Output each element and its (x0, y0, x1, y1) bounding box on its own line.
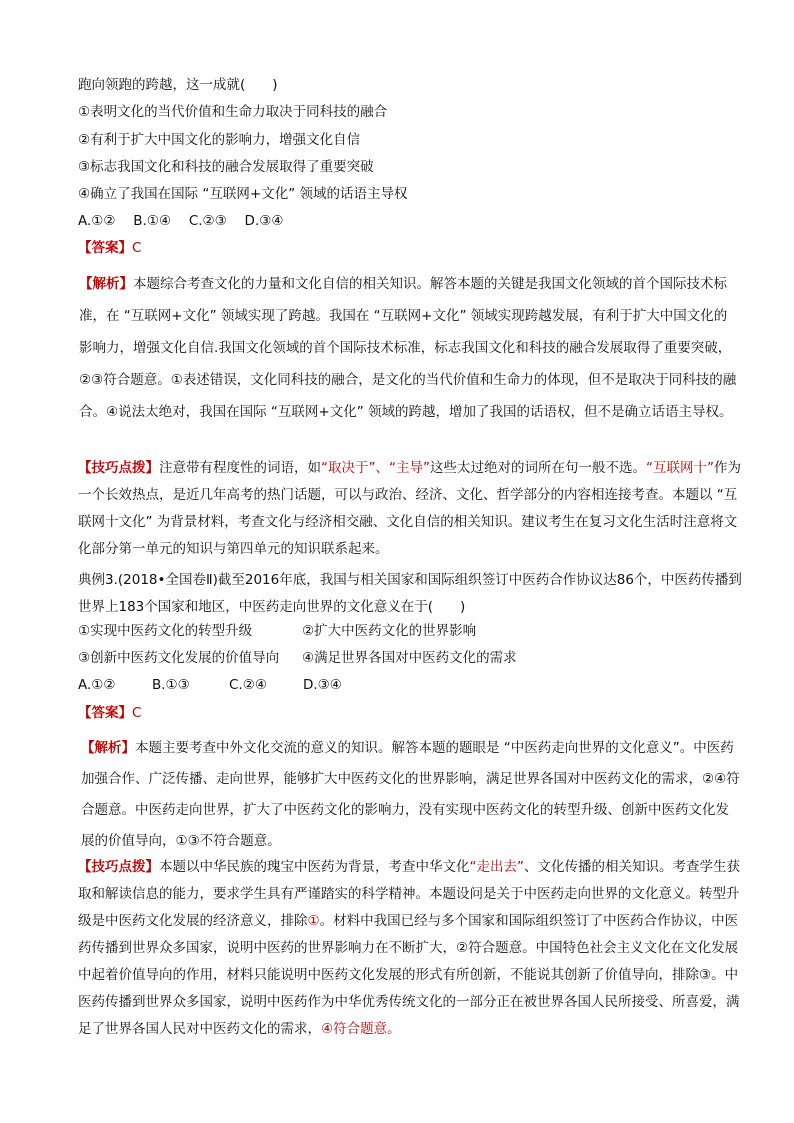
q3-analysis-label: 【解析】 (81, 740, 135, 756)
q3-analysis-paragraph (81, 733, 741, 857)
q3-answer-value: C (132, 705, 142, 721)
q3-option-2: ②扩大中医药文化的世界影响 (302, 623, 477, 639)
answer-value: C (132, 240, 142, 256)
analysis-label: 【解析】 (79, 276, 133, 292)
q3-analysis-text: 本题主要考查中外文化交流的意义的知识。解答本题的题眼是 “中医药走向世界的文化意义”。中医药加强合作、广泛传播、走向世界，能够扩大中医药文化的世界影响，满足世界各国对中医药文化的需求，②④符合题意。中医药走向世界，扩大了中医药文化的影响力，没有实现中医药文化的转型升级、创新中医药文化发展的价值导向，①③不符合题意。 (81, 740, 740, 849)
tips-highlight-2: “互联网十” (645, 460, 714, 476)
option-4: ④确立了我国在国际 “互联网+文化” 领域的话语主导权 (78, 186, 408, 202)
q3-answer-line (78, 703, 141, 723)
q3-tips-paragraph (78, 854, 743, 1043)
q3-tips-label: 【技巧点拨】 (78, 859, 159, 875)
answer-line (78, 238, 141, 258)
q3-choice-b: B.①③ (152, 677, 190, 693)
q3-option-1: ①实现中医药文化的转型升级 (78, 623, 253, 639)
answer-label: 【答案】 (78, 240, 132, 256)
q3-tips-text-c: 。材料中我国已经与多个国家和国际组织签订了中医药合作协议，中医药传播到世界众多国家，说明中医药的世界影响力在不断扩大，②符合题意。中国特色社会主义文化在文化发展中起着价值导向的作用，材料只能说明中医药文化发展的形式有所创新，不能说其创新了价值导向，排除③。中医药传播到世界众多国家，说明中医药作为中华优秀传统文化的一部分正在被世界各国人民所接受、所喜爱，满足了世界各国人民对中医药文化的需求， (78, 913, 740, 1037)
option-2: ②有利于扩大中国文化的影响力，增强文化自信 (78, 132, 361, 148)
tips-highlight-1: “取决于”、“主导” (321, 460, 430, 476)
question-3-stem: 典例3.(2018•全国卷Ⅱ)截至2016年底，我国与相关国家和国际组织签订中医药合作协议达86个，中医药传播到世界上183个国家和地区，中医药走向世界的文化意义在于( ) (78, 572, 742, 615)
q3-choice-a: A.①② (78, 677, 116, 693)
q3-tips-highlight-2: ① (307, 913, 320, 929)
option-1: ①表明文化的当代价值和生命力取决于同科技的融合 (78, 104, 388, 120)
q3-tips-highlight-1: “走出去” (469, 859, 524, 875)
tips-text-a: 注意带有程度性的词语，如 (159, 460, 321, 476)
tips-paragraph (78, 455, 743, 563)
q3-tips-text-b: 、文化传播的相关知识。考查学生获取和解读信息的能力，要求学生具有严谨踏实的科学精神。本题设问是关于中医药走向世界的文化意义。转型升级是中医药文化发展的经济意义，排除 (78, 859, 740, 929)
question-stem-tail: 跑向领跑的跨越，这一成就( ) (78, 77, 278, 93)
tips-text-b: 这些太过绝对的词所在句一般不选。 (429, 460, 646, 476)
tips-text-c: 作为一个长效热点，是近几年高考的热门话题，可以与政治、经济、文化、哲学部分的内容相连接考查。本题以 “互联网十文化” 为背景材料，考查文化与经济相交融、文化自信的相关知识。建议考生在复习文化生活时注意将文化部分第一单元的知识与第四单元的知识联系起来。 (78, 460, 741, 557)
tips-label: 【技巧点拨】 (78, 460, 159, 476)
answer-choices: A.①② B.①④ C.②③ D.③④ (78, 213, 284, 229)
q3-option-4: ④满足世界各国对中医药文化的需求 (302, 650, 517, 666)
q3-answer-label: 【答案】 (78, 705, 132, 721)
q3-choice-c: C.②④ (229, 677, 267, 693)
q3-choice-d: D.③④ (303, 677, 342, 693)
q3-tips-highlight-3: ④符合题意。 (321, 1021, 401, 1037)
q3-tips-text-a: 本题以中华民族的瑰宝中医药为背景，考查中华文化 (159, 859, 470, 875)
option-3: ③标志我国文化和科技的融合发展取得了重要突破 (78, 159, 374, 175)
analysis-text: 本题综合考查文化的力量和文化自信的相关知识。解答本题的关键是我国文化领域的首个国际技术标准，在 “互联网+文化” 领域实现了跨越。我国在 “互联网+文化” 领域实现跨越发展，有利于扩大中国文化的影响力，增强文化自信.我国文化领域的首个国际技术标准，标志我国文化和科技的融合发展取得了重要突破，②③符合题意。①表述错误，文化同科技的融合，是文化的当代价值和生命力的体现，但不是取决于同科技的融合。④说法太绝对，我国在国际 “互联网+文化” 领域的跨越，增加了我国的话语权，但不是确立话语主导权。 (79, 276, 737, 420)
analysis-paragraph (79, 268, 739, 428)
q3-option-3: ③创新中医药文化发展的价值导向 (78, 650, 280, 666)
